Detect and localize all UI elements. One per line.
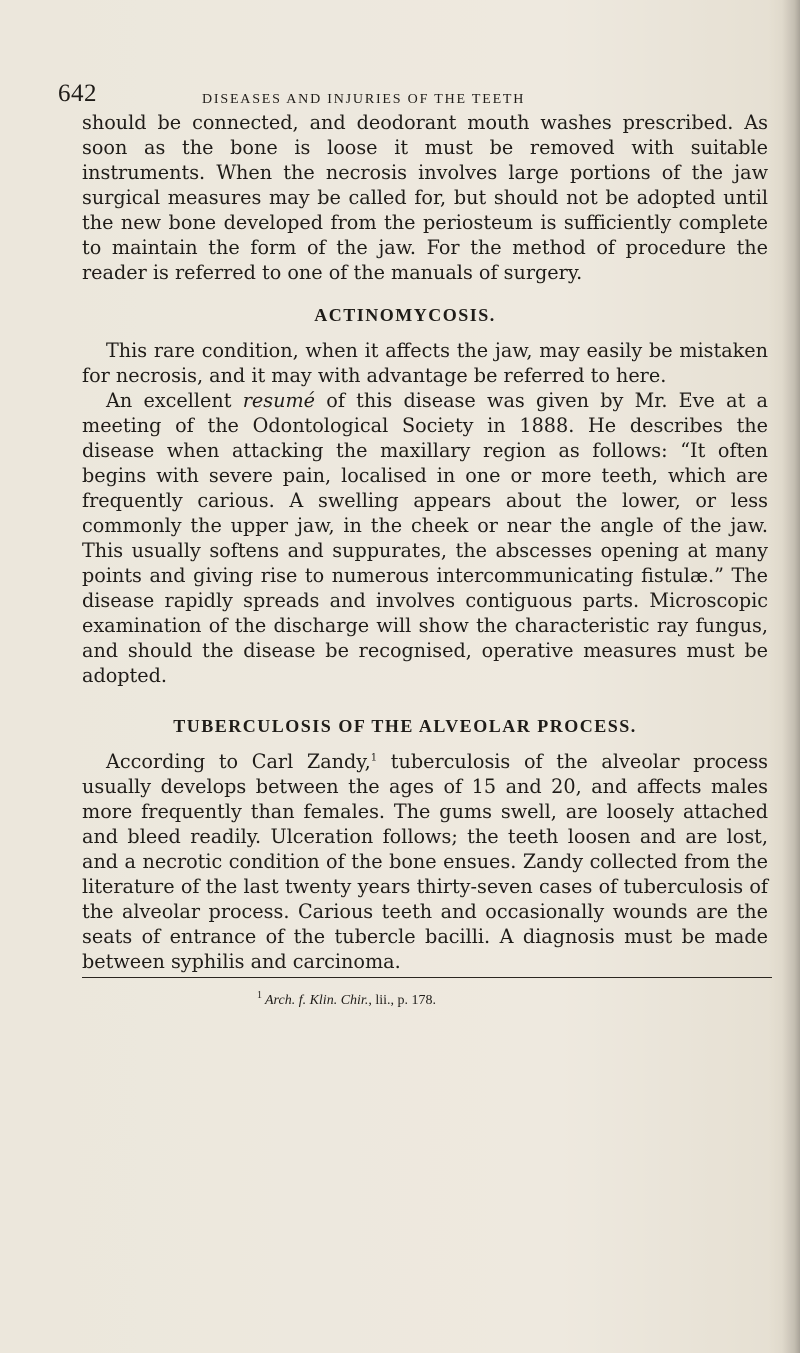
page-header [58,80,738,112]
page-edge-shadow [782,0,800,1353]
paragraph-text: of this disease was given by Mr. Eve at a meeting of the Odontological Society in 1888. He describes the disease when attacking the maxillary region as follows: “It often begins with severe pain, localised in one or more teeth, which are frequently carious. A swelling appears about the lower, or less commonly the upper jaw, in the cheek or near the angle of the jaw. This usually softens and suppurates, the abscesses opening at many points and giving rise to numerous intercommunicating fistulæ.” The disease rapidly spreads and involves contiguous parts. Microscopic examination of the discharge will show the characteristic ray fungus, and should the disease be recognised, operative measures must be adopted. [82,389,768,687]
paragraph-text: tuberculosis of the alveolar process usually develops between the ages of 15 and 20, and affects males more frequently than females. The gums swell, are loosely attached and bleed readily. Ulceration follows; the teeth loosen and are lost, and a necrotic condition of the bone ensues. Zandy collected from the literature of the last twenty years thirty-seven cases of tuberculosis of the alveolar process. Carious teeth and occasionally wounds are the seats of entrance of the tubercle bacilli. A diagnosis must be made between syphilis and carcinoma. [82,750,768,973]
running-head: DISEASES AND INJURIES OF THE TEETH [202,92,526,107]
paragraph-text: An excellent [106,389,243,412]
footnote-rule [82,977,772,978]
paragraph-text: According to Carl Zandy, [106,750,371,773]
paragraph-actinomycosis-intro: This rare condition, when it affects the jaw, may easily be mistaken for necrosis, and it may with advantage be referred to here. [82,339,768,387]
page-number: 642 [58,80,97,107]
paragraph-actinomycosis-eve [82,388,768,688]
italic-term-resume: resumé [242,389,315,412]
paragraph-necrosis-continued: should be connected, and deodorant mouth washes prescribed. As soon as the bone is loose it must be removed with suitable instruments. When the necrosis involves large portions of the jaw surgical measures may be called for, but should not be adopted until the new bone developed from the periosteum is sufficiently complete to maintain the form of the jaw. For the method of procedure the reader is referred to one of the manuals of surgery. [82,111,768,284]
footnote-mark: 1 [257,990,262,1001]
section-heading-actinomycosis: ACTINOMYCOSIS. [314,305,496,325]
page-body [82,110,768,1008]
footnote [257,990,436,1009]
footnote-journal: Arch. f. Klin. Chir. [265,993,369,1008]
paragraph-tuberculosis [82,749,768,974]
footnote-reference[interactable]: 1 [370,752,378,764]
section-heading-tuberculosis: TUBERCULOSIS OF THE ALVEOLAR PROCESS. [173,716,637,736]
footnote-citation: , lii., p. 178. [368,993,436,1008]
